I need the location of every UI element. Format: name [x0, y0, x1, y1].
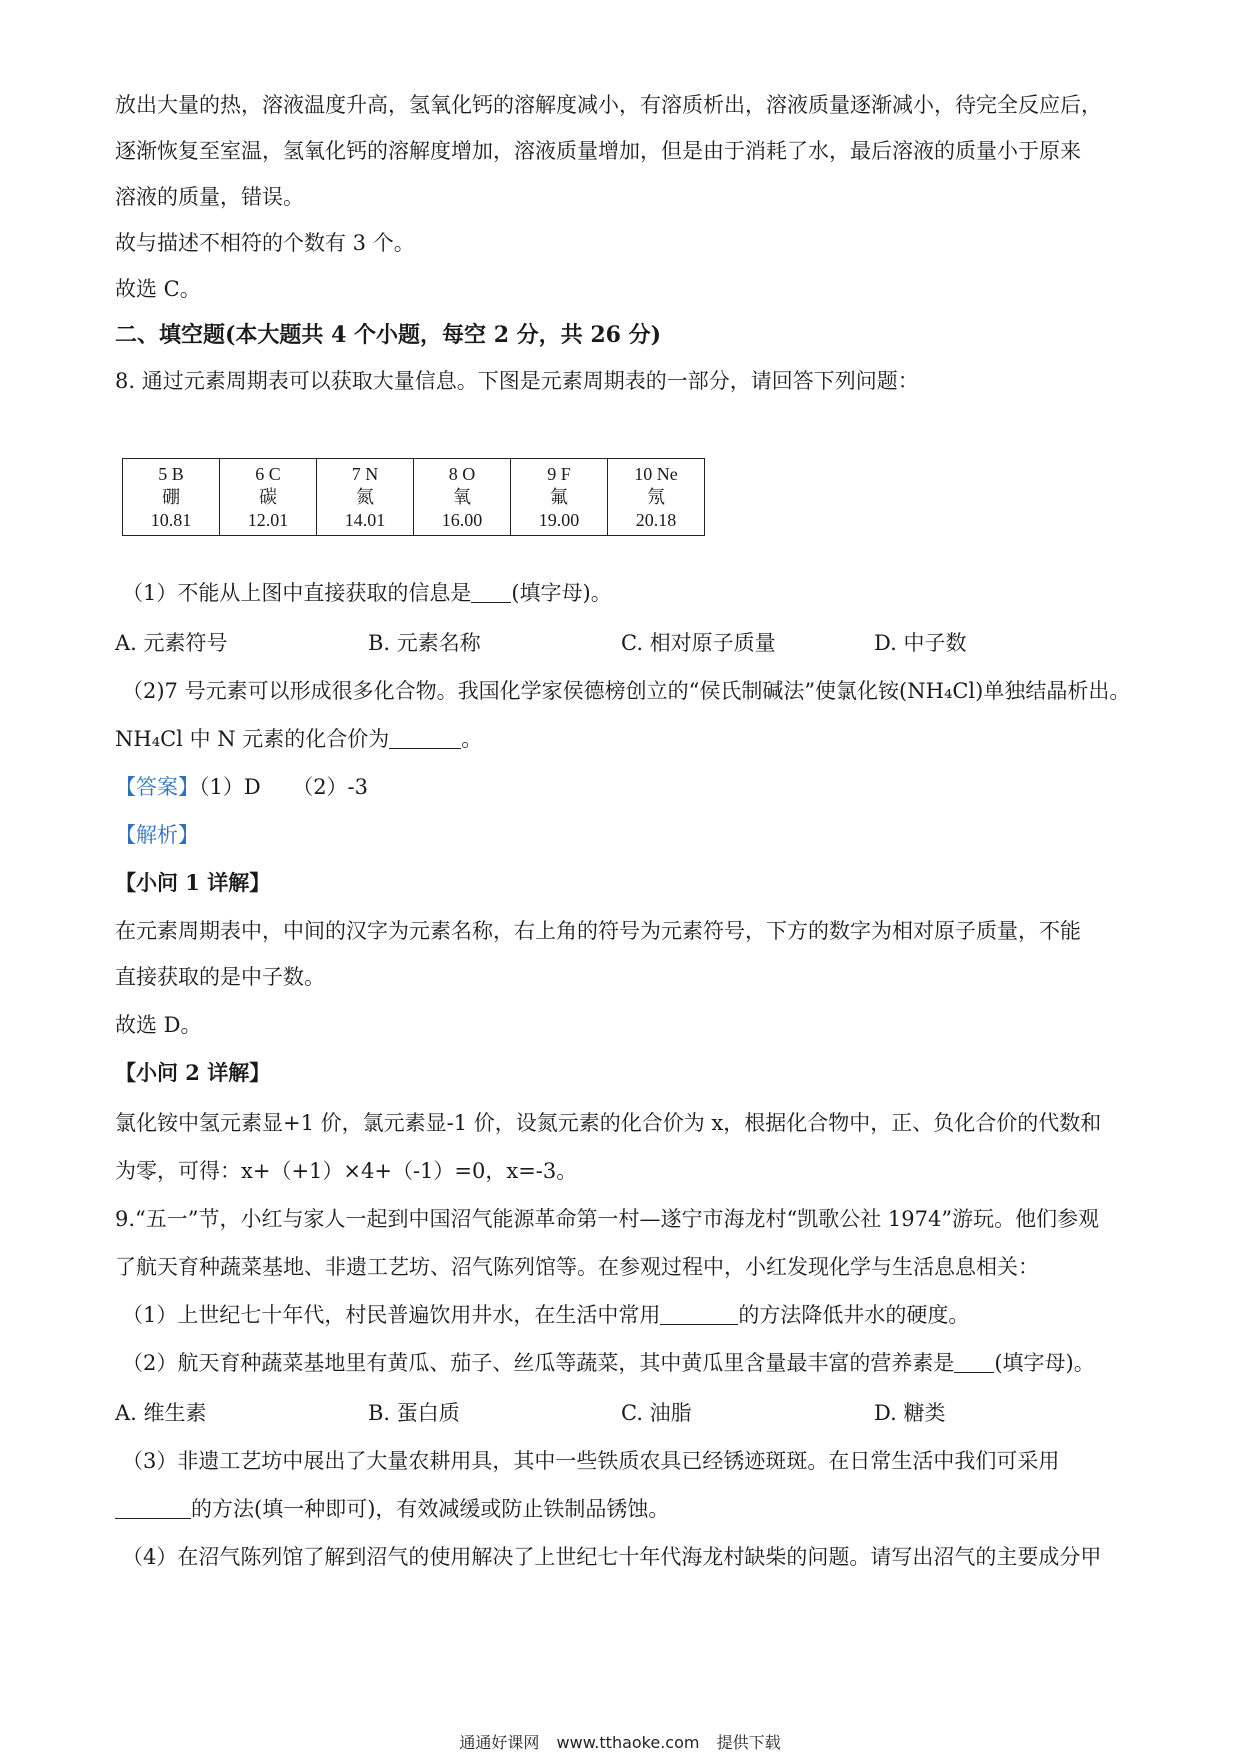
analysis-label: 【解析】 [115, 823, 199, 847]
element-number-symbol: 6 C [255, 463, 281, 484]
footer-url[interactable]: www.tthaoke.com [556, 1733, 700, 1752]
element-mass: 14.01 [344, 509, 386, 530]
sub-question-text: 的方法降低井水的硬度。 [738, 1303, 970, 1327]
sub-question-text: 。 [461, 727, 483, 751]
question-9-stem: 9.“五一”节，小红与家人一起到中国沼气能源革命第一村—遂宁市海龙村“凯歌公社 1974”游玩。他们参观 [115, 1207, 1100, 1231]
text-line: 故与描述不相符的个数有 3 个。 [115, 231, 415, 255]
text-line: 放出大量的热，溶液温度升高，氢氧化钙的溶解度减小，有溶质析出，溶液质量逐渐减小，待完全反应后， [115, 93, 1102, 117]
element-mass: 12.01 [247, 509, 289, 530]
element-mass: 16.00 [441, 509, 483, 530]
text-line: 溶液的质量，错误。 [115, 185, 304, 209]
answer-blank [389, 728, 461, 749]
detail-1-line: 在元素周期表中，中间的汉字为元素名称，右上角的符号为元素符号，下方的数字为相对原子质量，不能 [115, 919, 1081, 943]
element-cell-o [414, 459, 511, 536]
element-mass: 10.81 [150, 509, 192, 530]
question-8-options [115, 628, 1015, 658]
question-8-sub-2-line-2 [115, 724, 482, 754]
question-9-stem: 了航天育种蔬菜基地、非遗工艺坊、沼气陈列馆等。在参观过程中，小红发现化学与生活息息相关： [115, 1255, 1039, 1279]
option-a: A. 维生素 [115, 1401, 207, 1425]
answer-line [115, 772, 368, 802]
section-heading: 二、填空题(本大题共 4 个小题，每空 2 分，共 26 分) [115, 322, 662, 348]
option-b: B. 元素名称 [368, 631, 481, 655]
option-a: A. 元素符号 [115, 631, 228, 655]
question-9-options [115, 1398, 1015, 1428]
element-mass: 20.18 [635, 509, 677, 530]
element-name: 硼 [162, 486, 180, 507]
element-name: 氖 [647, 486, 665, 507]
element-number-symbol: 10 Ne [634, 463, 678, 484]
question-9-sub-3-line-2 [115, 1494, 669, 1524]
element-number-symbol: 8 O [448, 463, 476, 484]
sub-question-text: NH₄Cl 中 N 元素的化合价为 [115, 727, 390, 751]
answer-blank [115, 1498, 191, 1519]
question-8-stem: 8. 通过元素周期表可以获取大量信息。下图是元素周期表的一部分，请回答下列问题： [115, 369, 919, 393]
detail-1-label: 【小问 1 详解】 [115, 870, 271, 895]
text-line: 故选 C。 [115, 277, 201, 301]
answer-text: （1）D （2）-3 [199, 775, 369, 799]
element-cell-ne [608, 459, 705, 536]
element-name: 氧 [453, 486, 471, 507]
answer-label: 【答案】 [115, 775, 199, 799]
periodic-table-excerpt [122, 458, 705, 536]
element-cell-f [511, 459, 608, 536]
question-9-sub-2 [122, 1348, 1095, 1378]
element-number-symbol: 7 N [351, 463, 379, 484]
detail-1-conclusion: 故选 D。 [115, 1013, 202, 1037]
option-b: B. 蛋白质 [368, 1401, 460, 1425]
element-number-symbol: 9 F [547, 463, 571, 484]
option-d: D. 糖类 [874, 1401, 946, 1425]
option-d: D. 中子数 [874, 631, 967, 655]
text-line: 逐渐恢复至室温，氢氧化钙的溶解度增加，溶液质量增加，但是由于消耗了水，最后溶液的质量小于原来 [115, 139, 1081, 163]
element-cell-c [220, 459, 317, 536]
option-c: C. 相对原子质量 [621, 631, 776, 655]
sub-question-text: （1）上世纪七十年代，村民普遍饮用井水，在生活中常用 [122, 1303, 661, 1327]
element-number-symbol: 5 B [158, 463, 184, 484]
element-name: 氟 [550, 486, 568, 507]
question-9-sub-1 [122, 1300, 969, 1330]
element-name: 碳 [259, 486, 277, 507]
question-8-sub-1 [122, 578, 612, 608]
detail-2-label: 【小问 2 详解】 [115, 1060, 271, 1085]
option-c: C. 油脂 [621, 1401, 692, 1425]
sub-question-text: (填字母)。 [511, 581, 612, 605]
answer-blank [954, 1352, 994, 1373]
question-9-sub-4: （4）在沼气陈列馆了解到沼气的使用解决了上世纪七十年代海龙村缺柴的问题。请写出沼气的主要成分甲 [122, 1545, 1102, 1569]
footer-site-name: 通通好课网 [459, 1733, 540, 1752]
footer-suffix: 提供下载 [716, 1733, 781, 1752]
page-footer [0, 1730, 1240, 1753]
sub-question-text: 的方法(填一种即可)，有效减缓或防止铁制品锈蚀。 [191, 1497, 670, 1521]
answer-blank [660, 1304, 738, 1325]
question-8-sub-2: （2)7 号元素可以形成很多化合物。我国化学家侯德榜创立的“侯氏制碱法”使氯化铵(NH₄Cl)单独结晶析出。 [122, 679, 1131, 703]
detail-2-line: 为零，可得：x+（+1）×4+（-1）=0，x=-3。 [115, 1159, 578, 1183]
sub-question-text: (填字母)。 [994, 1351, 1095, 1375]
sub-question-text: （2）航天育种蔬菜基地里有黄瓜、茄子、丝瓜等蔬菜，其中黄瓜里含量最丰富的营养素是 [122, 1351, 955, 1375]
element-cell-n [317, 459, 414, 536]
element-name: 氮 [356, 486, 374, 507]
sub-question-text: （1）不能从上图中直接获取的信息是 [122, 581, 472, 605]
detail-1-line: 直接获取的是中子数。 [115, 965, 325, 989]
answer-blank [471, 582, 511, 603]
question-9-sub-3: （3）非遗工艺坊中展出了大量农耕用具，其中一些铁质农具已经锈迹斑斑。在日常生活中我们可采用 [122, 1449, 1060, 1473]
detail-2-line: 氯化铵中氢元素显+1 价，氯元素显-1 价，设氮元素的化合价为 x，根据化合物中，正、负化合价的代数和 [115, 1111, 1102, 1135]
element-mass: 19.00 [538, 509, 580, 530]
element-cell-b [123, 459, 220, 536]
